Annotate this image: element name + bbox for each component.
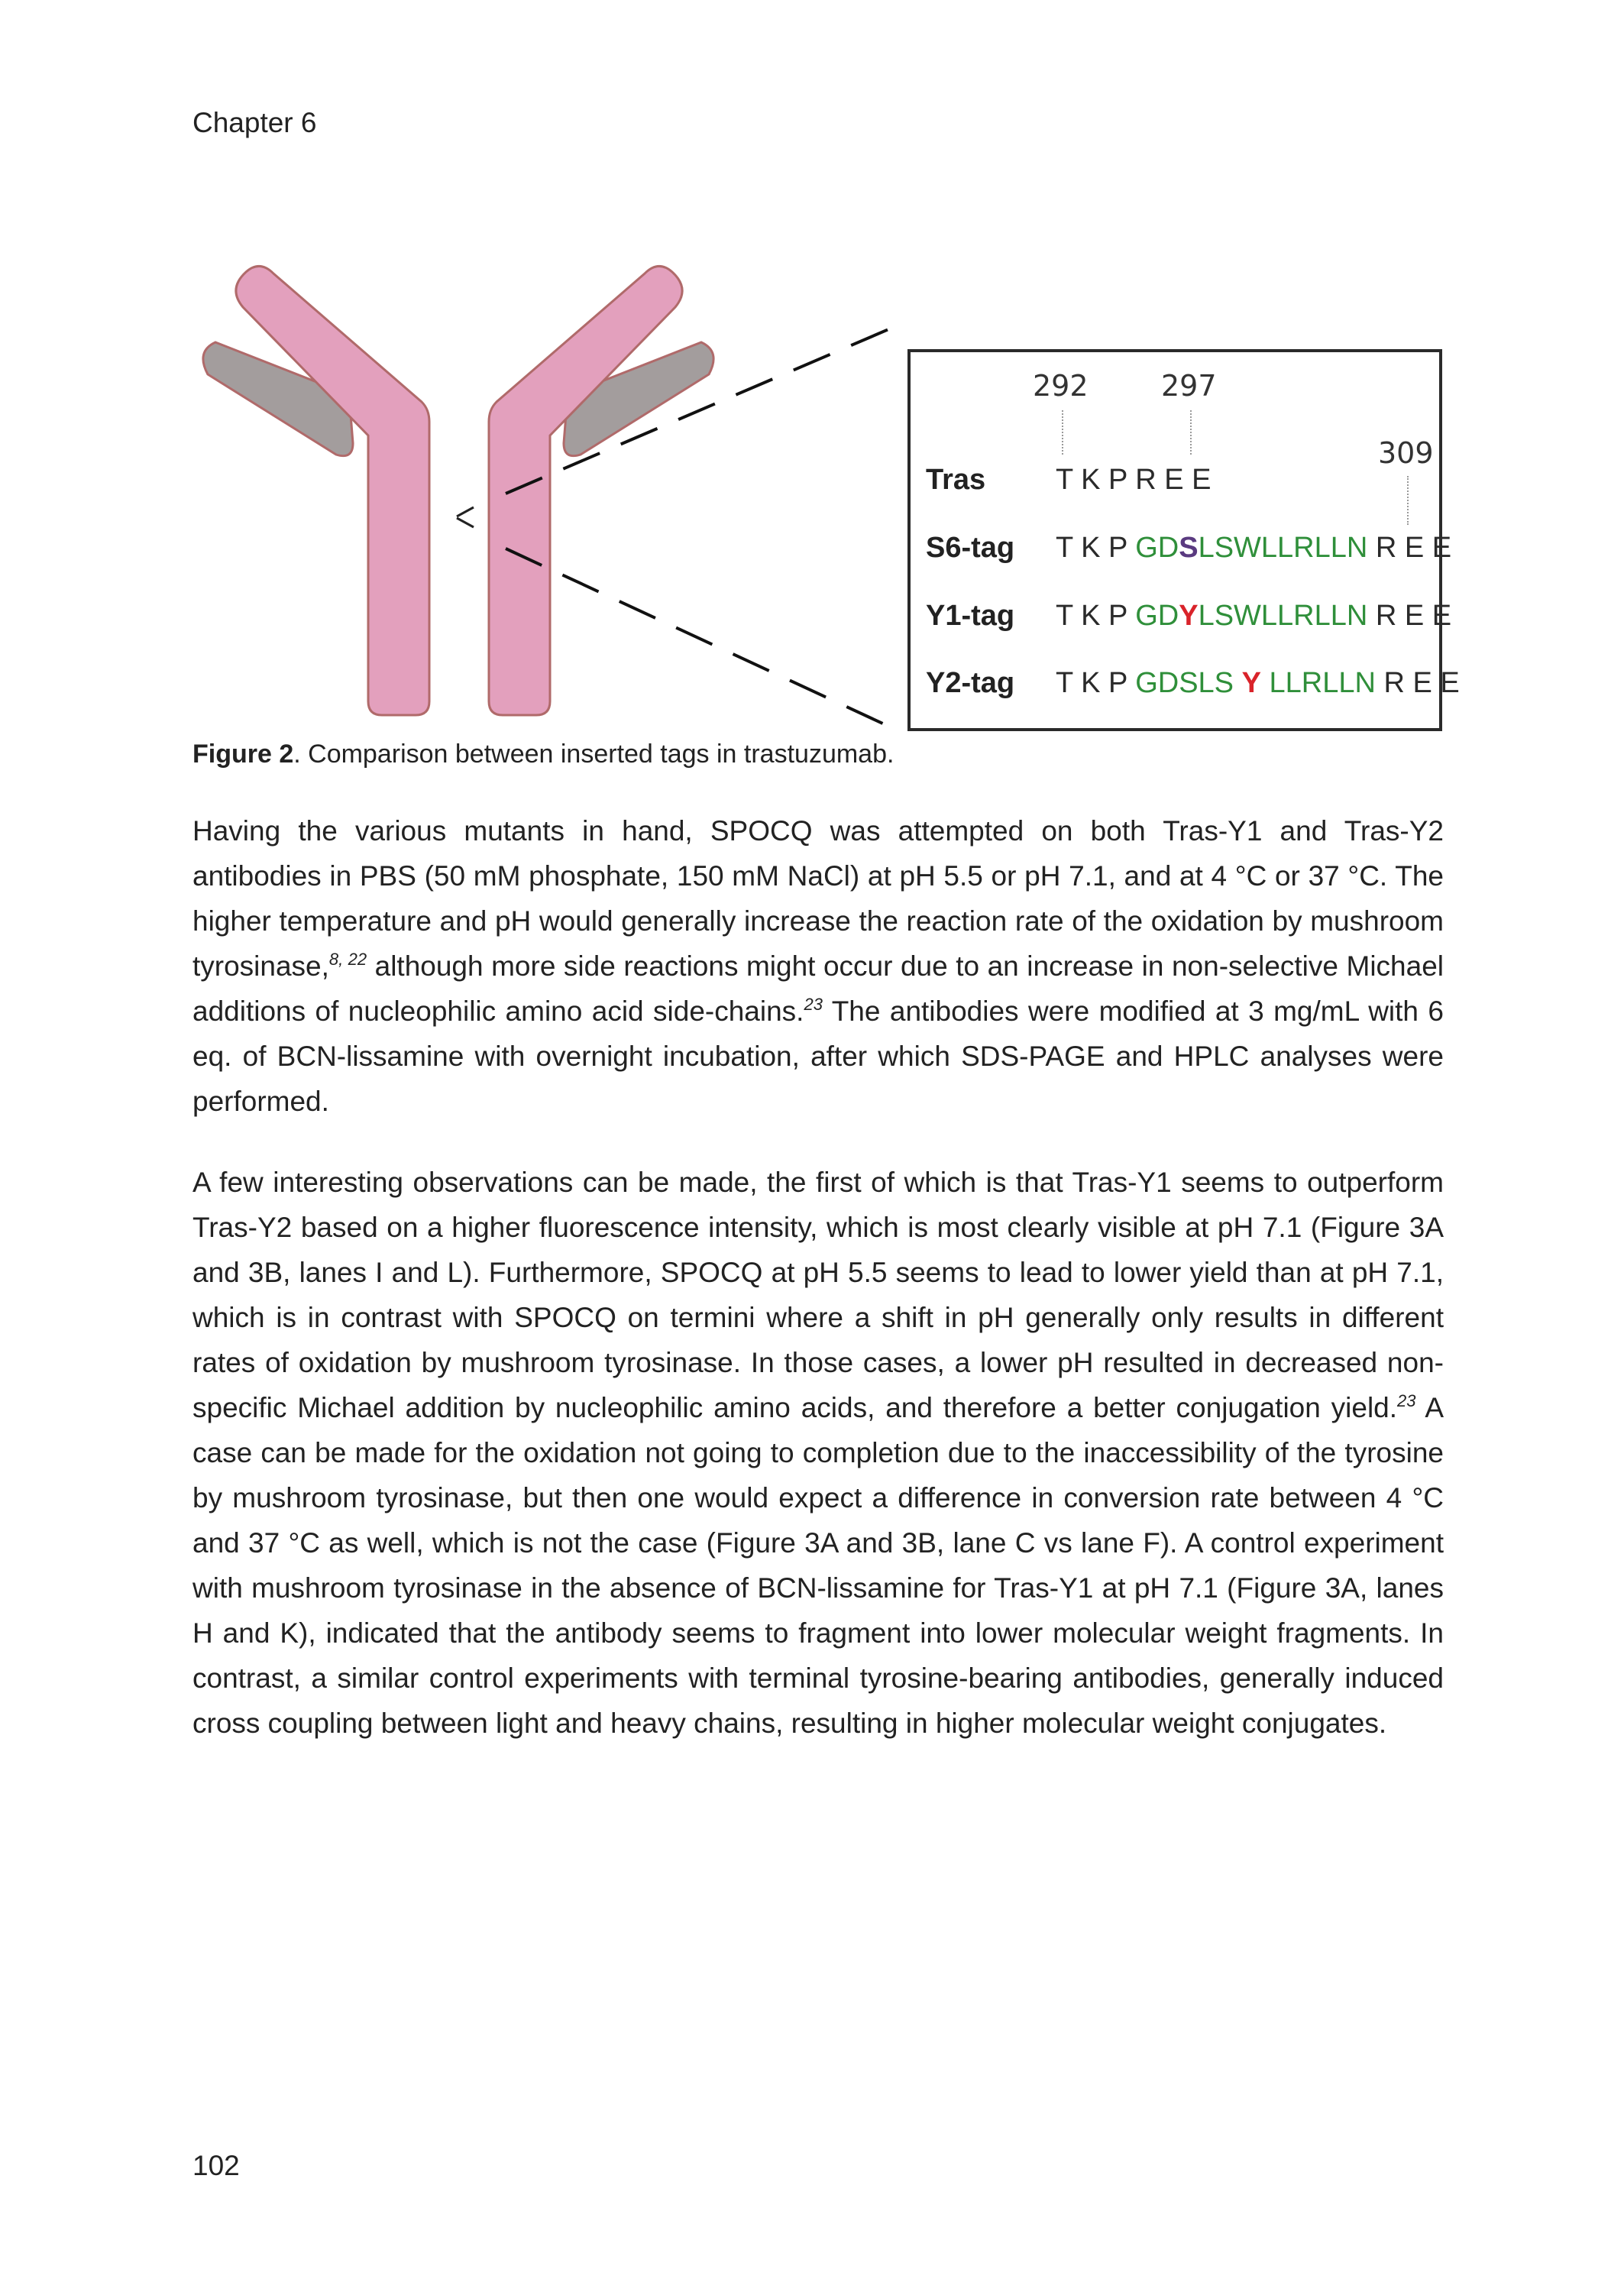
- sequence-comparison-box: [907, 349, 1460, 731]
- left-heavy-chain: [236, 266, 429, 715]
- tag-site-mark: [457, 518, 474, 527]
- figure-caption: Figure 2. Comparison between inserted tags in trastuzumab.: [192, 740, 894, 769]
- position-tick: [1407, 476, 1409, 525]
- row-label-s6: S6-tag: [926, 532, 1015, 564]
- figure-2: [153, 260, 1528, 749]
- position-309: 309: [1378, 436, 1434, 470]
- position-tick: [1062, 410, 1063, 455]
- body-paragraph-1: Having the various mutants in hand, SPOCQ was attempted on both Tras-Y1 and Tras-Y2 antibodies in PBS (50 mM phosphate, 150 mM NaCl) at pH 5.5 or pH 7.1, and at 4 °C or 37 °C. The higher temperature and pH would generally increase the reaction rate of the oxidation by mushroom tyrosinase,$^{8, 22}$ although more side reactions might occur due to an increase in non-selective Michael additions of nucleophilic amino acid side-chains.$^{23}$ The antibodies were modified at 3 mg/mL with 6 eq. of BCN-lissamine with overnight incubation, after which SDS-PAGE and HPLC analyses were performed.: [192, 815, 1444, 1117]
- tag-site-mark: [457, 507, 474, 516]
- position-tick: [1190, 410, 1192, 455]
- sequence-y2-tag: T K P GDSLS Y LLRLLN R E E: [1056, 667, 1460, 699]
- row-label-y1: Y1-tag: [926, 600, 1015, 632]
- right-heavy-chain: [489, 266, 682, 715]
- row-label-y2: Y2-tag: [926, 667, 1015, 699]
- zoom-line-lower: [506, 549, 898, 730]
- running-header: Chapter 6: [192, 107, 317, 138]
- body-paragraph-2: A few interesting observations can be made, the first of which is that Tras-Y1 seems to outperform Tras-Y2 based on a higher fluorescence intensity, which is most clearly visible at pH 7.1 (Figure 3A and 3B, lanes I and L). Furthermore, SPOCQ at pH 5.5 seems to lead to lower yield than at pH 7.1, which is in contrast with SPOCQ on termini where a shift in pH generally only results in different rates of oxidation by mushroom tyrosinase. In those cases, a lower pH resulted in decreased non-specific Michael addition by nucleophilic amino acids, and therefore a better conjugation yield.$^{23}$ A case can be made for the oxidation not going to completion due to the inaccessibility of the tyrosine by mushroom tyrosinase, but then one would expect a difference in conversion rate between 4 °C and 37 °C as well, which is not the case (Figure 3A and 3B, lane C vs lane F). A control experiment with mushroom tyrosinase in the absence of BCN-lissamine for Tras-Y1 at pH 7.1 (Figure 3A, lanes H and K), indicated that the antibody seems to fragment into lower molecular weight fragments. In contrast, a similar control experiments with terminal tyrosine-bearing antibodies, generally induced cross coupling between light and heavy chains, resulting in higher molecular weight conjugates.: [192, 1167, 1444, 1739]
- position-297: 297: [1161, 369, 1217, 403]
- position-292: 292: [1033, 369, 1089, 403]
- sequence-s6-tag: T K P GDSLSWLLRLLN R E E: [1056, 532, 1452, 564]
- page-number: 102: [192, 2150, 240, 2181]
- row-label-tras: Tras: [926, 464, 986, 496]
- sequence-tras: T K P R E E: [1056, 464, 1212, 496]
- sequence-y1-tag: T K P GDYLSWLLRLLN R E E: [1056, 600, 1452, 632]
